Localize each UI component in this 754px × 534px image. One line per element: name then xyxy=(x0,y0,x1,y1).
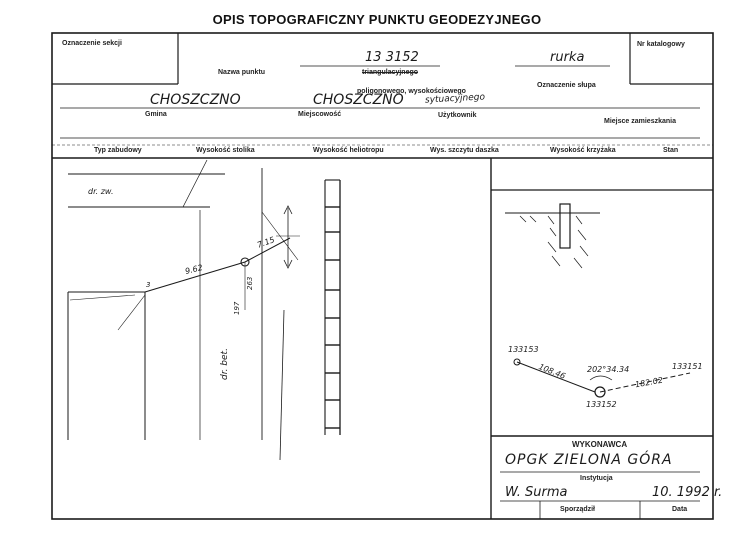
town-label: Miejscowość xyxy=(298,111,342,118)
pillar-pipe xyxy=(560,204,570,248)
distance-right: 7.15 xyxy=(255,235,276,250)
user-value[interactable]: sytuacyjnego xyxy=(424,92,486,106)
residence-label: Miejsce zamieszkania xyxy=(604,118,676,125)
col-cross-height: Wysokość krzyżaka xyxy=(550,147,616,154)
network-angle: 202°34.34 xyxy=(587,365,630,374)
author-value[interactable]: W. Surma xyxy=(505,485,568,500)
distance-v2: 263 xyxy=(246,276,254,290)
institution-label: Instytucja xyxy=(580,475,613,482)
pillar-mark-value[interactable]: rurka xyxy=(550,50,585,65)
user-label: Użytkownik xyxy=(438,112,477,119)
town-value[interactable]: CHOSZCZNO xyxy=(313,92,404,108)
pillar-section xyxy=(505,204,600,268)
type-polygon: poligonowego, wysokościowego xyxy=(357,88,466,95)
network-label-a: 133153 xyxy=(508,345,539,354)
col-roof-height: Wys. szczytu daszka xyxy=(430,147,499,154)
col-building-type: Typ zabudowy xyxy=(94,147,142,154)
network-dist-left: 108.46 xyxy=(537,362,567,381)
form-title: OPIS TOPOGRAFICZNY PUNKTU GEODEZYJNEGO xyxy=(212,12,542,27)
distance-v1: 197 xyxy=(233,301,241,315)
sketch-marker-label: 3 xyxy=(146,281,151,289)
point-name-label: Nazwa punktu xyxy=(218,69,266,76)
author-label: Sporządził xyxy=(560,506,596,513)
gmina-value[interactable]: CHOSZCZNO xyxy=(150,92,241,108)
road-top-label: dr. zw. xyxy=(88,187,114,196)
network-dist-right: 182.02 xyxy=(634,375,664,390)
type-triangulation: triangulacyjnego xyxy=(362,69,419,76)
distance-main: 9.62 xyxy=(184,262,204,277)
section-label: Oznaczenie sekcji xyxy=(62,40,122,47)
contractor-value[interactable]: OPGK ZIELONA GÓRA xyxy=(505,452,673,468)
contractor-label: WYKONAWCA xyxy=(572,440,628,449)
catalog-label: Nr katalogowy xyxy=(637,41,685,48)
date-value[interactable]: 10. 1992 r. xyxy=(652,485,723,500)
col-heliotrope-height: Wysokość heliotropu xyxy=(313,147,384,154)
col-state: Stan xyxy=(663,147,679,154)
gmina-label: Gmina xyxy=(145,111,167,118)
col-table-height: Wysokość stolika xyxy=(196,147,255,154)
network-label-b: 133152 xyxy=(586,400,617,409)
point-name-value[interactable]: 13 3152 xyxy=(365,50,419,65)
topographic-sketch xyxy=(68,160,340,460)
network-label-c: 133151 xyxy=(672,362,703,371)
date-label: Data xyxy=(672,506,688,513)
pillar-mark-label: Oznaczenie słupa xyxy=(537,82,596,89)
road-vertical-label: dr. bet. xyxy=(220,348,230,380)
